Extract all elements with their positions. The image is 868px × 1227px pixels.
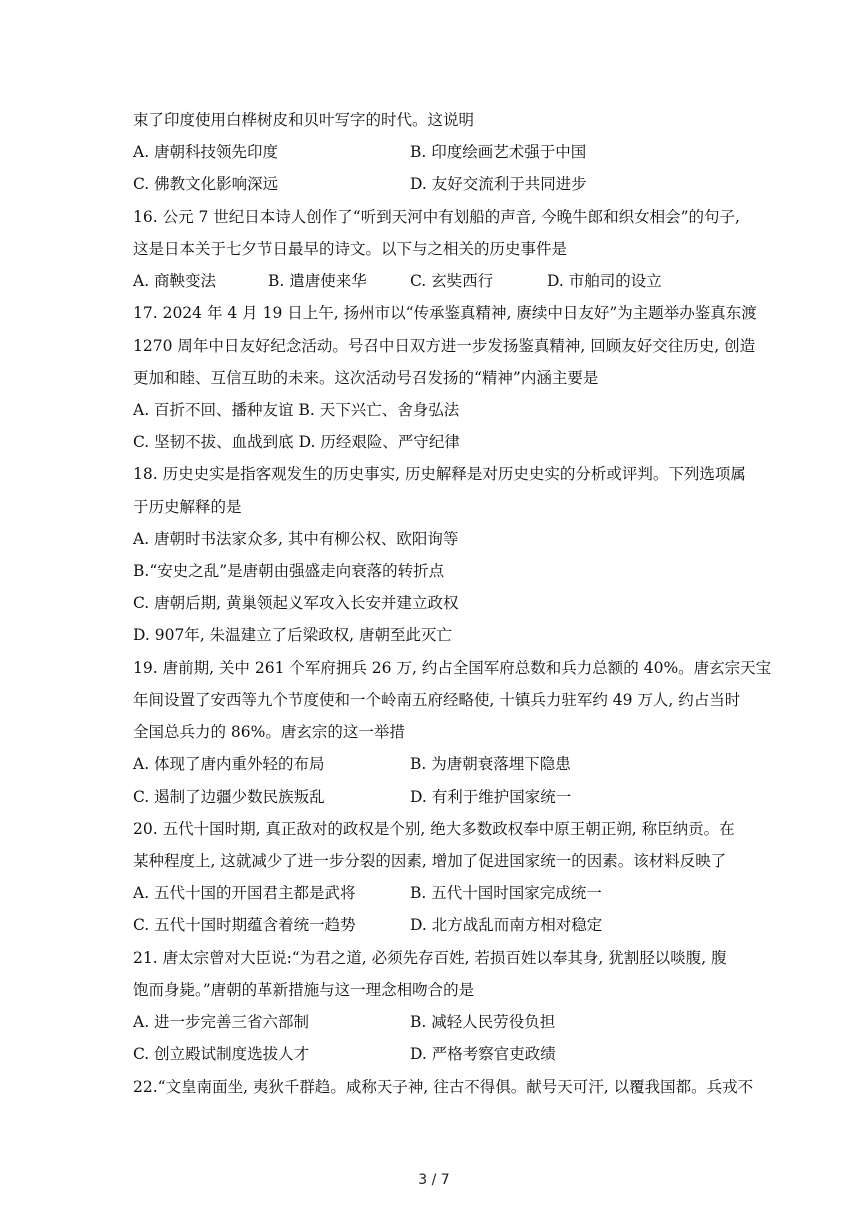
option-d: D. 北方战乱而南方相对稳定 bbox=[410, 916, 603, 934]
option-c: C. 玄奘西行 bbox=[410, 272, 494, 290]
question-20-stem: 某种程度上, 这就减少了进一步分裂的因素, 增加了促进国家统一的因素。该材料反映了 bbox=[133, 852, 727, 870]
question-16-stem: 16. 公元 7 世纪日本诗人创作了“听到天河中有划船的声音, 今晚牛郎和织女相会”的句子, bbox=[133, 208, 740, 226]
option-b: B. 五代十国时国家完成统一 bbox=[410, 884, 602, 902]
option-b: B. 减轻人民劳役负担 bbox=[410, 1013, 556, 1031]
option-a: A. 唐朝科技领先印度 bbox=[133, 143, 279, 161]
options-row-q17-ab: A. 百折不回、播种友谊 B. 天下兴亡、舍身弘法 bbox=[133, 401, 460, 419]
question-20-stem: 20. 五代十国时期, 真正敌对的政权是个别, 绝大多数政权奉中原王朝正朔, 称臣纳贡。在 bbox=[133, 820, 735, 838]
option-a: A. 商鞅变法 bbox=[133, 272, 217, 290]
option-a: A. 体现了唐内重外轻的布局 bbox=[133, 755, 325, 773]
question-19-stem: 全国总兵力的 86%。唐玄宗的这一举措 bbox=[133, 723, 405, 741]
question-21-stem: 21. 唐太宗曾对大臣说:“为君之道, 必须先存百姓, 若损百姓以奉其身, 犹割胫以啖腹, 腹 bbox=[133, 949, 727, 967]
question-16-stem: 这是日本关于七夕节日最早的诗文。以下与之相关的历史事件是 bbox=[133, 240, 568, 258]
option-a: A. 五代十国的开国君主都是武将 bbox=[133, 884, 356, 902]
option-d: D. 有利于维护国家统一 bbox=[410, 788, 572, 806]
option-b: B. 遣唐使来华 bbox=[268, 272, 367, 290]
question-19-stem: 19. 唐前期, 关中 261 个军府拥兵 26 万, 约占全国军府总数和兵力总额的 40%。唐玄宗天宝 bbox=[133, 659, 772, 677]
question-18-stem: 18. 历史史实是指客观发生的历史事实, 历史解释是对历史史实的分析或评判。下列选项属 bbox=[133, 465, 746, 483]
option-c: C. 佛教文化影响深远 bbox=[133, 175, 279, 193]
option-c: C. 遏制了边疆少数民族叛乱 bbox=[133, 788, 325, 806]
question-22-stem: 22.“文皇南面坐, 夷狄千群趋。咸称天子神, 往古不得俱。献号天可汗, 以覆我国都。兵戎不 bbox=[133, 1078, 754, 1096]
text-line: 束了印度使用白桦树皮和贝叶写字的时代。这说明 bbox=[133, 111, 475, 129]
page-number: 3 / 7 bbox=[418, 1172, 450, 1188]
option-a: A. 唐朝时书法家众多, 其中有柳公权、欧阳询等 bbox=[133, 530, 459, 548]
option-b: B. 为唐朝衰落埋下隐患 bbox=[410, 755, 571, 773]
option-a: A. 进一步完善三省六部制 bbox=[133, 1013, 310, 1031]
option-d: D. 严格考察官吏政绩 bbox=[410, 1045, 556, 1063]
option-d: D. 友好交流利于共同进步 bbox=[410, 175, 587, 193]
option-c: C. 五代十国时期蕴含着统一趋势 bbox=[133, 916, 356, 934]
option-b: B. 印度绘画艺术强于中国 bbox=[410, 143, 587, 161]
option-d: D. 907年, 朱温建立了后梁政权, 唐朝至此灭亡 bbox=[133, 626, 453, 644]
options-row-q17-cd: C. 坚韧不拔、血战到底 D. 历经艰险、严守纪律 bbox=[133, 433, 460, 451]
option-c: C. 唐朝后期, 黄巢领起义军攻入长安并建立政权 bbox=[133, 594, 459, 612]
question-18-stem: 于历史解释的是 bbox=[133, 498, 242, 516]
option-c: C. 创立殿试制度选拔人才 bbox=[133, 1045, 310, 1063]
question-19-stem: 年间设置了安西等九个节度使和一个岭南五府经略使, 十镇兵力驻军约 49 万人, 约占当时 bbox=[133, 691, 741, 709]
option-d: D. 市舶司的设立 bbox=[547, 272, 662, 290]
question-21-stem: 饱而身毙。”唐朝的革新措施与这一理念相吻合的是 bbox=[133, 981, 475, 999]
question-17-stem: 17. 2024 年 4 月 19 日上午, 扬州市以“传承鉴真精神, 赓续中日友好”为主题举办鉴真东渡 bbox=[133, 304, 757, 322]
question-17-stem: 1270 周年中日友好纪念活动。号召中日双方进一步发扬鉴真精神, 回顾友好交往历史, 创造 bbox=[133, 337, 756, 355]
question-17-stem: 更加和睦、互信互助的未来。这次活动号召发扬的“精神”内涵主要是 bbox=[133, 369, 599, 387]
option-b: B.“安史之乱”是唐朝由强盛走向衰落的转折点 bbox=[133, 562, 445, 580]
